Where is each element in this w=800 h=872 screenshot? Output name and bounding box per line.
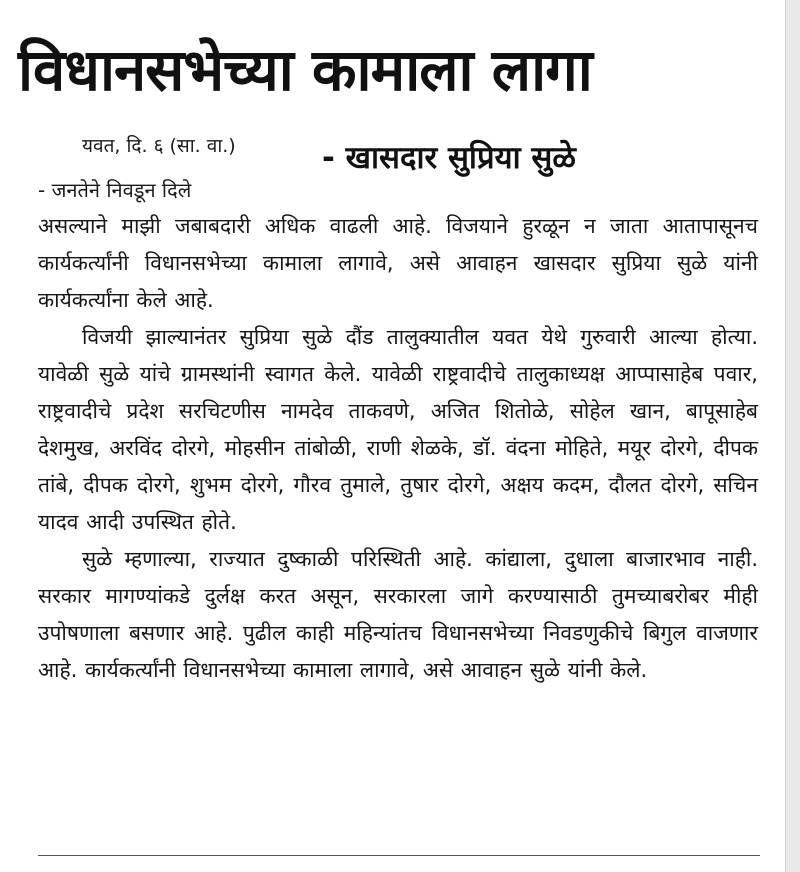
article-dateline: यवत, दि. ६ (सा. वा.) xyxy=(82,135,236,157)
article-body xyxy=(38,208,758,689)
article-lead-line: - जनतेने निवडून दिले xyxy=(38,178,192,202)
article-paragraph: असल्याने माझी जबाबदारी अधिक वाढली आहे. विजयाने हुरळून न जाता आतापासूनच कार्यकर्त्यांनी विधानसभेच्या कामाला लागावे, असे आवाहन खासदार सुप्रिया सुळे यांनी कार्यकर्त्यांना केले आहे. xyxy=(38,214,758,312)
bottom-divider xyxy=(38,855,760,856)
article-paragraph: विजयी झाल्यानंतर सुप्रिया सुळे दौंड तालुक्यातील यवत येथे गुरुवारी आल्या होत्या. यावेळी सुळे यांचे ग्रामस्थांनी स्वागत केले. यावेळी राष्ट्रवादीचे तालुकाध्यक्ष आप्पासाहेब पवार, राष्ट्रवादीचे प्रदेश सरचिटणीस नामदेव ताकवणे, अजित शितोळे, सोहेल खान, बापूसाहेब देशमुख, अरविंद दोरगे, मोहसीन तांबोळी, राणी शेळके, डॉ. वंदना मोहिते, मयूर दोरगे, दीपक तांबे, दीपक दोरगे, शुभम दोरगे, गौरव तुमाले, तुषार दोरगे, अक्षय कदम, दौलत दोरगे, सचिन यादव आदी उपस्थित होते. xyxy=(38,325,758,534)
article-headline: विधानसभेच्या कामाला लागा xyxy=(18,36,592,104)
article-byline: - खासदार सुप्रिया सुळे xyxy=(322,140,576,176)
article-paragraph: सुळे म्हणाल्या, राज्यात दुष्काळी परिस्थिती आहे. कांद्याला, दुधाला बाजारभाव नाही. सरकार मागण्यांकडे दुर्लक्ष करत असून, सरकारला जागे करण्यासाठी तुमच्याबरोबर मीही उपोषणाला बसणार आहे. पुढील काही महिन्यांतच विधानसभेच्या निवडणुकीचे बिगुल वाजणार आहे. कार्यकर्त्यांनी विधानसभेच्या कामाला लागावे, असे आवाहन सुळे यांनी केले. xyxy=(38,547,758,682)
page-edge xyxy=(785,0,800,872)
